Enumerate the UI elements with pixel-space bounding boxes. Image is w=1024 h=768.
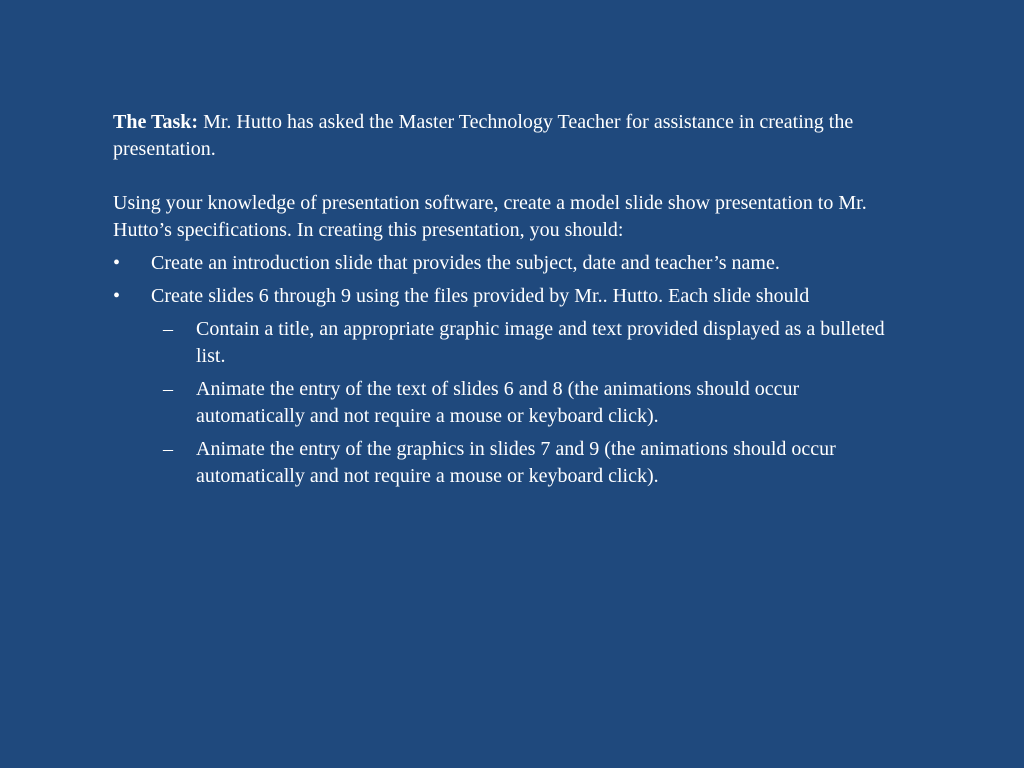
bullet-text: Create an introduction slide that provides the subject, date and teacher’s name. xyxy=(151,252,780,274)
bullet-list xyxy=(113,250,903,490)
dash-marker: – xyxy=(163,318,173,340)
sub-bullet-list xyxy=(151,316,903,490)
sub-bullet-item xyxy=(151,376,903,430)
sub-bullet-item xyxy=(151,316,903,370)
slide-body xyxy=(113,109,903,496)
dash-marker: – xyxy=(163,378,173,400)
bullet-text: Create slides 6 through 9 using the files provided by Mr.. Hutto. Each slide should xyxy=(151,285,810,307)
bullet-item xyxy=(113,283,903,490)
sub-bullet-text: Animate the entry of the graphics in slides 7 and 9 (the animations should occur automatically and not require a mouse or keyboard click). xyxy=(196,438,836,487)
task-text: Mr. Hutto has asked the Master Technology Teacher for assistance in creating the presentation. xyxy=(113,111,854,160)
dash-marker: – xyxy=(163,438,173,460)
task-paragraph xyxy=(113,109,903,163)
task-label: The Task: xyxy=(113,111,199,133)
bullet-marker: • xyxy=(113,285,121,307)
sub-bullet-text: Animate the entry of the text of slides 6 and 8 (the animations should occur automatically and not require a mouse or keyboard click). xyxy=(196,378,800,427)
bullet-item xyxy=(113,250,903,277)
sub-bullet-text: Contain a title, an appropriate graphic image and text provided displayed as a bulleted list. xyxy=(196,318,885,367)
intro-paragraph: Using your knowledge of presentation software, create a model slide show presentation to Mr. Hutto’s specifications. In creating this presentation, you should: xyxy=(113,192,867,241)
bullet-marker: • xyxy=(113,252,121,274)
sub-bullet-item xyxy=(151,436,903,490)
